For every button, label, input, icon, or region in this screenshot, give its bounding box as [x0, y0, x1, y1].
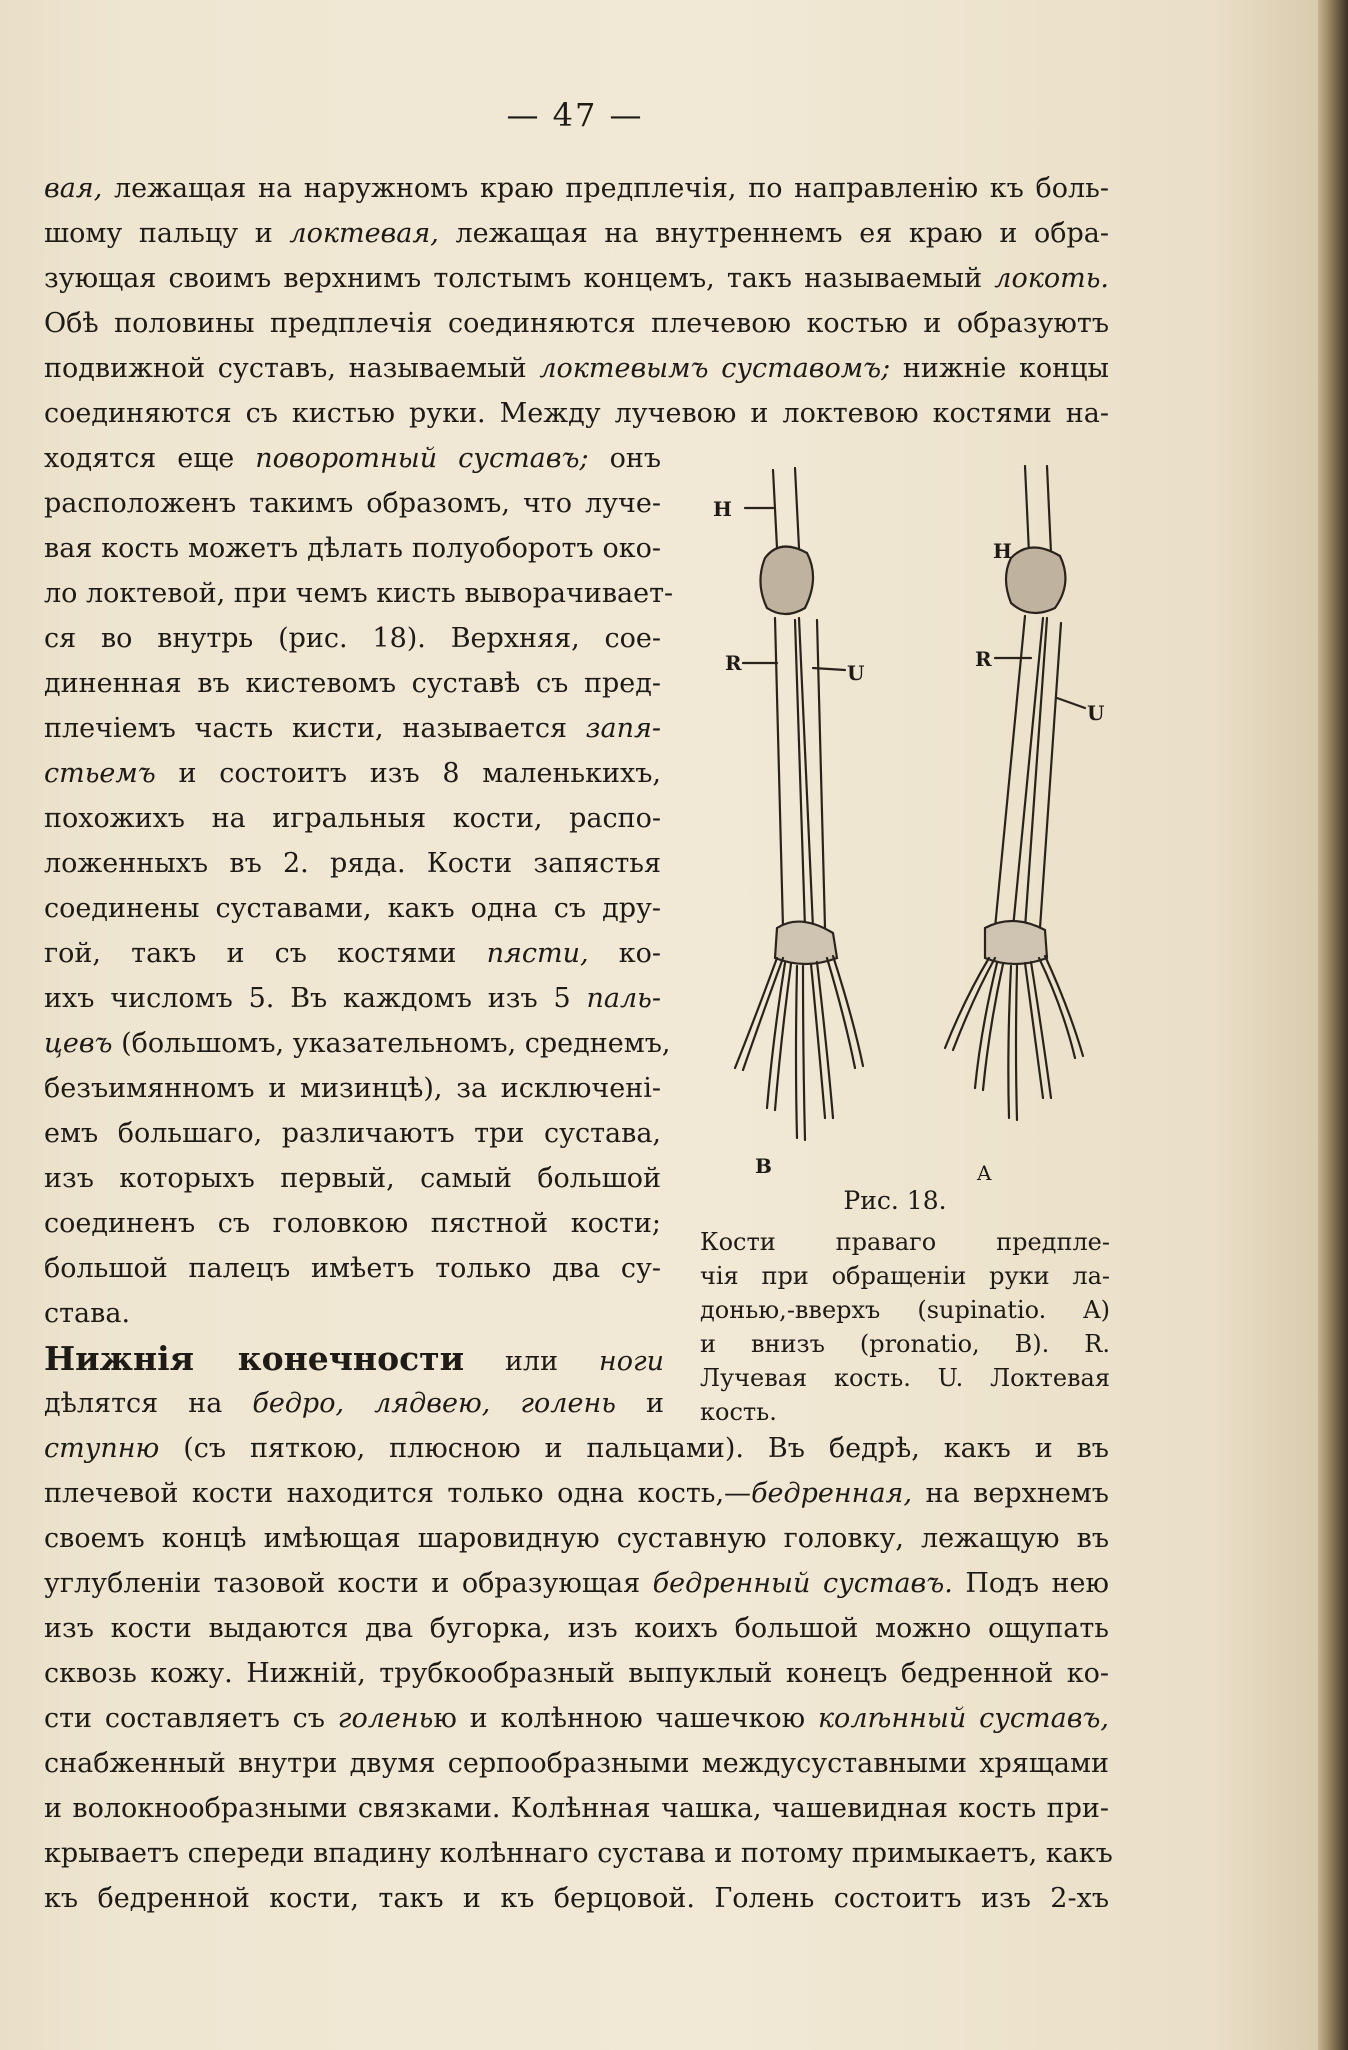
text-line: сти составляетъ съ голенью и колѣнною чашечкою колѣнный суставъ, — [44, 1703, 1109, 1734]
text-line: изъ которыхъ первый, самый большой — [44, 1163, 661, 1194]
heading-connector: или — [504, 1346, 559, 1377]
text-line: изъ кости выдаются два бугорка, изъ коихъ большой можно ощупать — [44, 1613, 1109, 1644]
italic-term: колѣнный суставъ, — [817, 1703, 1109, 1734]
italic-term: локоть. — [994, 263, 1109, 294]
label-a: A — [977, 1161, 992, 1185]
italic-term: цевъ — [44, 1028, 113, 1059]
text-line: подвижной суставъ, называемый локтевымъ суставомъ; нижніе концы — [44, 353, 1109, 384]
italic-term: ступню — [44, 1433, 160, 1464]
italic-term: лядвею, — [374, 1388, 491, 1419]
italic-term: бедренная, — [751, 1478, 913, 1509]
text-line: сквозь кожу. Нижній, трубкообразный выпуклый конецъ бедренной ко- — [44, 1658, 1109, 1689]
text-line: ихъ числомъ 5. Въ каждомъ изъ 5 паль- — [44, 983, 661, 1014]
text-line: шому пальцу и локтевая, лежащая на внутреннемъ ея краю и обра- — [44, 218, 1109, 249]
text-line: диненная въ кистевомъ суставѣ съ пред- — [44, 668, 661, 699]
text-line: большой палецъ имѣетъ только два су- — [44, 1253, 661, 1284]
lower-limb-heading-line — [44, 1336, 664, 1384]
text-line: соединенъ съ головкою пястной кости; — [44, 1208, 661, 1239]
text-line: ло локтевой, при чемъ кисть выворачивает- — [44, 578, 674, 609]
text-line: своемъ концѣ имѣющая шаровидную суставную головку, лежащую въ — [44, 1523, 1109, 1554]
italic-term: бедро, — [252, 1388, 345, 1419]
italic-term: голень — [337, 1703, 434, 1734]
label-h-left: H — [713, 497, 732, 521]
caption-line: чія при обращеніи руки ла- — [700, 1262, 1110, 1290]
page-number: — 47 — — [506, 96, 644, 134]
label-u-right: U — [1087, 701, 1105, 725]
text-line: ходятся еще поворотный суставъ; онъ — [44, 443, 662, 474]
text-line: вая кость можетъ дѣлать полуоборотъ око- — [44, 533, 661, 564]
text-line: стьемъ и состоитъ изъ 8 маленькихъ, — [44, 758, 661, 789]
text-line: ложенныхъ въ 2. ряда. Кости запястья — [44, 848, 661, 879]
hand-left — [735, 956, 863, 1140]
text-line: соединены суставами, какъ одна съ дру- — [44, 893, 661, 924]
text-line: зующая своимъ верхнимъ толстымъ концемъ, такъ называемый локоть. — [44, 263, 1109, 294]
text-line: плечевой кости находится только одна кость,—бедренная, на верхнемъ — [44, 1478, 1109, 1509]
text-line: похожихъ на игральныя кости, распо- — [44, 803, 661, 834]
label-b: B — [755, 1154, 772, 1178]
text-line: вая, лежащая на наружномъ краю предплечія, по направленію къ боль- — [44, 173, 1109, 204]
caption-line: Кости праваго предпле- — [700, 1228, 1110, 1256]
italic-term: голень — [520, 1388, 616, 1419]
text-line: Обѣ половины предплечія соединяются плечевою костью и образуютъ — [44, 308, 1109, 339]
label-u-left: U — [847, 661, 865, 685]
italic-term: вая, — [44, 173, 103, 204]
book-spine-shadow — [1318, 0, 1348, 2050]
forearm-bones-figure — [695, 458, 1125, 1198]
text-line: и волокнообразными связками. Колѣнная чашка, чашевидная кость при- — [44, 1793, 1109, 1824]
label-h-right: H — [993, 539, 1012, 563]
text-line: къ бедренной кости, такъ и къ берцовой. Голень состоитъ изъ 2-хъ — [44, 1883, 1109, 1914]
italic-term: бедренный суставъ. — [652, 1568, 953, 1599]
humerus-right — [1025, 466, 1051, 553]
italic-term: пясти, — [486, 938, 589, 969]
text-line: крываетъ спереди впадину колѣннаго сустава и потому примыкаетъ, какъ — [44, 1838, 1113, 1869]
text-line: емъ большаго, различаютъ три сустава, — [44, 1118, 661, 1149]
italic-term: стьемъ — [44, 758, 156, 789]
hand-right — [945, 956, 1083, 1120]
italic-term: паль- — [586, 983, 661, 1014]
caption-line: Лучевая кость. U. Локтевая — [700, 1364, 1110, 1392]
text-line: плечіемъ часть кисти, называется запя- — [44, 713, 661, 744]
text-line: дѣлятся на бедро, лядвею, голень и — [44, 1388, 664, 1419]
italic-term: запя- — [585, 713, 661, 744]
caption-line: кость. — [700, 1398, 777, 1426]
text-line: безъимянномъ и мизинцѣ), за исключені- — [44, 1073, 661, 1104]
figure-caption-title: Рис. 18. — [843, 1186, 947, 1215]
italic-term: локтевая, — [289, 218, 439, 249]
heading-italic-term: ноги — [598, 1346, 664, 1377]
label-r-right: R — [975, 647, 992, 671]
label-r-left: R — [725, 651, 742, 675]
italic-term: поворотный суставъ; — [255, 443, 589, 474]
text-line: ся во внутрь (рис. 18). Верхняя, сое- — [44, 623, 661, 654]
text-line: гой, такъ и съ костями пясти, ко- — [44, 938, 661, 969]
caption-line: и внизъ (pronatio, B). R. — [700, 1330, 1110, 1358]
caption-line: донью,-вверхъ (supinatio. A) — [700, 1296, 1110, 1324]
text-line: снабженный внутри двумя серпообразными междусуставными хрящами — [44, 1748, 1109, 1779]
section-heading: Нижнія конечности — [44, 1339, 465, 1378]
text-line: става. — [44, 1298, 131, 1329]
text-line: расположенъ такимъ образомъ, что луче- — [44, 488, 661, 519]
text-line: ступню (съ пяткою, плюсною и пальцами). Въ бедрѣ, какъ и въ — [44, 1433, 1109, 1464]
text-line: углубленіи тазовой кости и образующая бедренный суставъ. Подъ нею — [44, 1568, 1110, 1599]
text-line: цевъ (большомъ, указательномъ, среднемъ, — [44, 1028, 671, 1059]
humerus-left — [773, 468, 799, 548]
text-line: соединяются съ кистью руки. Между лучевою и локтевою костями на- — [44, 398, 1109, 429]
italic-term: локтевымъ суставомъ; — [539, 353, 891, 384]
